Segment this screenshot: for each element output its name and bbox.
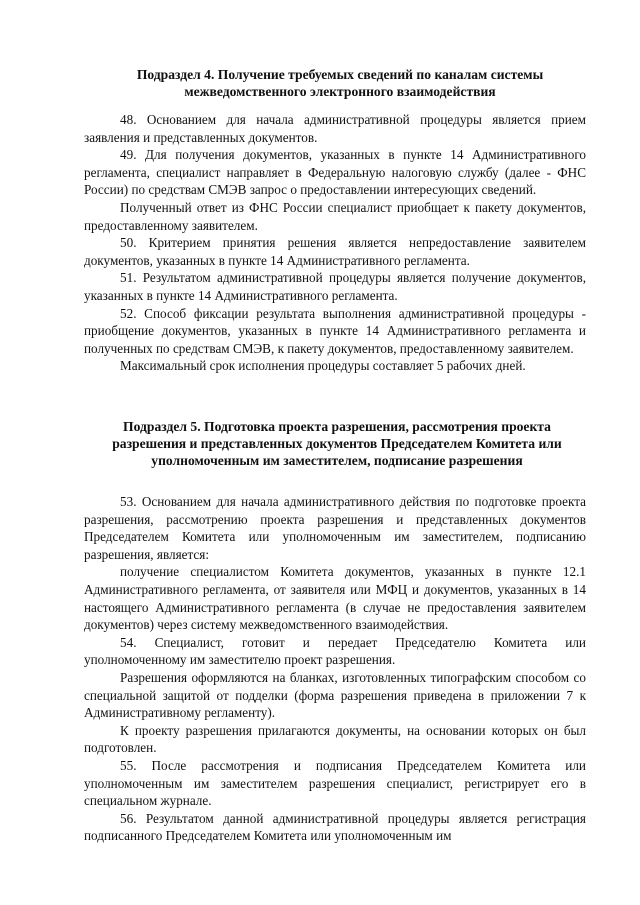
- section-4-body: [84, 111, 586, 375]
- paragraph-53: 53. Основанием для начала административного действия по подготовке проекта разрешения, рассмотрению проекта разрешения и представленных документов Председателем Комитета или уполномоченным им заместителем, подписанию разрешения, является:: [84, 494, 586, 562]
- section-5-heading-line-2: разрешения и представленных документов Председателем Комитета или: [112, 436, 562, 451]
- section-5-body: [84, 493, 586, 845]
- section-5-heading-line-3: уполномоченным им заместителем, подписание разрешения: [151, 453, 523, 468]
- paragraph-forms: Разрешения оформляются на бланках, изготовленных типографским способом со специальной защитой от подделки (форма разрешения приведена в приложении 7 к Административному регламенту).: [84, 669, 586, 721]
- section-5-heading: [0, 418, 640, 469]
- paragraph-max-term: Максимальный срок исполнения процедуры составляет 5 рабочих дней.: [120, 358, 526, 374]
- paragraph-49: 49. Для получения документов, указанных в пункте 14 Административного регламента, специалист направляет в Федеральную налоговую службу (далее - ФНС России) по средствам СМЭВ запрос о предоставлении интересующих сведений.: [84, 147, 586, 198]
- paragraph-attachments: К проекту разрешения прилагаются документы, на основании которых он был подготовлен.: [84, 722, 586, 756]
- paragraph-51: 51. Результатом административной процедуры является получение документов, указанных в пункте 14 Административного регламента.: [84, 270, 586, 303]
- section-5-heading-line-1: Подраздел 5. Подготовка проекта разрешения, рассмотрения проекта: [123, 419, 551, 434]
- paragraph-receipt: получение специалистом Комитета документов, указанных в пункте 12.1 Административного регламента, от заявителя или МФЦ и документов, указанных в 14 настоящего Административного регламента (в случае не предоставления заявителем документов) через систему межведомственного взаимодействия.: [84, 564, 586, 633]
- paragraph-56: 56. Результатом данной административной процедуры является регистрация подписанного Председателем Комитета или уполномоченным им: [84, 810, 586, 844]
- paragraph-55: 55. После рассмотрения и подписания Председателем Комитета или уполномоченным им заместителем разрешения специалист, регистрирует его в специальном журнале.: [84, 757, 586, 809]
- section-4-heading-line-2: межведомственного электронного взаимодействия: [184, 84, 496, 99]
- paragraph-fns-response: Полученный ответ из ФНС России специалист приобщает к пакету документов, предоставленному заявителем.: [84, 199, 586, 233]
- paragraph-48: 48. Основанием для начала административной процедуры является прием заявления и представленных документов.: [84, 112, 586, 145]
- section-4-heading-line-1: Подраздел 4. Получение требуемых сведений по каналам системы: [136, 67, 544, 82]
- section-4-heading: [0, 66, 640, 100]
- paragraph-50: 50. Критерием принятия решения является непредоставление заявителем документов, указанных в пункте 14 Административного регламента.: [84, 235, 586, 268]
- paragraph-54: 54. Специалист, готовит и передает Председателю Комитета или уполномоченному им заместителю проект разрешения.: [84, 634, 586, 668]
- paragraph-52: 52. Способ фиксации результата выполнения административной процедуры - приобщение документов, указанных в пункте 14 Административного регламента и полученных по средствам СМЭВ, к пакету документов, предоставленному заявителем.: [84, 305, 586, 356]
